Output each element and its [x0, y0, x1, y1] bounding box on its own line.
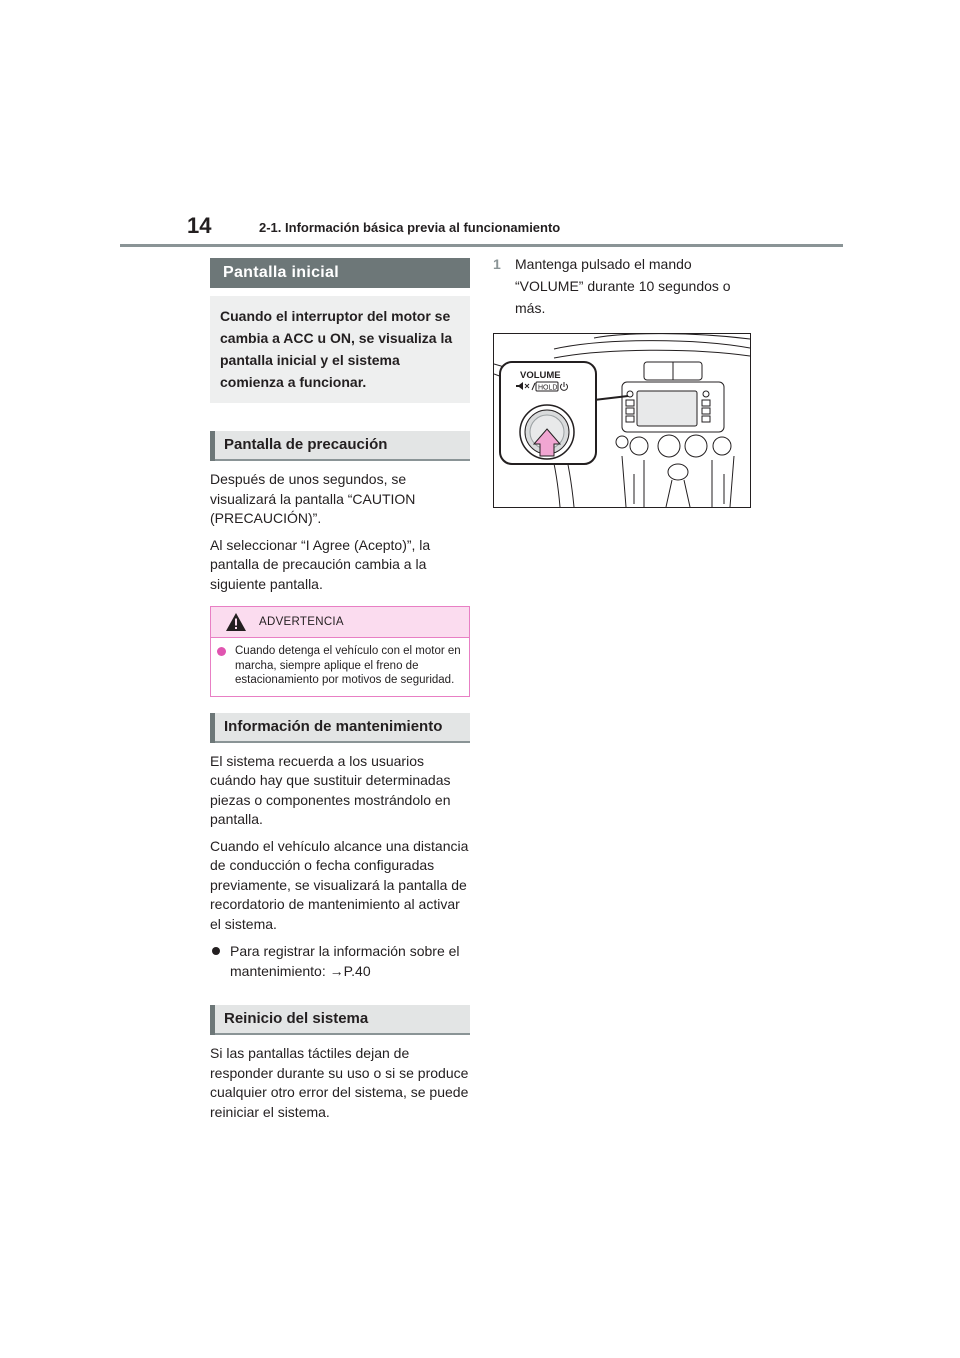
header-rule	[120, 244, 843, 247]
reference-link-text[interactable]: Para registrar la información sobre el mantenimiento: →P.40	[230, 943, 460, 979]
right-column	[493, 253, 751, 319]
left-column	[210, 258, 470, 1122]
step-number: 1	[493, 256, 501, 272]
paragraph-precaucion-2: Al seleccionar “I Agree (Acepto)”, la pantalla de precaución cambia a la siguiente pantalla.	[210, 536, 431, 592]
figure-label-volume: VOLUME	[520, 370, 561, 381]
warning-body	[211, 638, 469, 696]
list-item-mantenimiento	[210, 941, 470, 981]
warning-box	[210, 606, 470, 697]
warning-text: Cuando detenga el vehículo con el motor en marcha, siempre aplique el freno de estacionamiento por motivos de seguridad.	[235, 645, 461, 686]
section-heading-precaucion: Pantalla de precaución	[210, 431, 470, 461]
chapter-title: 2-1. Información básica previa al funcionamiento	[259, 220, 561, 235]
step-text: Mantenga pulsado el mando “VOLUME” durante 10 segundos o más.	[515, 256, 731, 316]
bullet-dot-icon	[212, 947, 220, 955]
section-heading-pantalla-inicial: Pantalla inicial	[210, 258, 470, 288]
paragraph-mantenimiento-2: Cuando el vehículo alcance una distancia de conducción o fecha configuradas previamente, se visualizará la pantalla de recordatorio de mantenimiento al activar el sistema.	[210, 837, 469, 932]
section-heading-reinicio: Reinicio del sistema	[210, 1005, 470, 1035]
dashboard-drawing	[494, 334, 750, 507]
warning-header	[211, 607, 469, 638]
paragraph-reinicio: Si las pantallas táctiles dejan de responder durante su uso o si se produce cualquier otro error del sistema, se puede reiniciar el sistema.	[210, 1045, 469, 1120]
warning-triangle-icon	[225, 612, 247, 632]
paragraph-precaucion-1: Después de unos segundos, se visualizará la pantalla “CAUTION (PRECAUCIÓN)”.	[210, 471, 416, 526]
figure-label-hold: HOLD	[538, 384, 558, 392]
step-item	[493, 253, 751, 319]
dashboard-illustration	[493, 333, 751, 508]
page-number: 14	[187, 213, 212, 238]
pink-bullet-icon	[217, 647, 226, 656]
intro-summary-box: Cuando el interruptor del motor se cambia a ACC u ON, se visualiza la pantalla inicial y el sistema comienza a funcionar.	[210, 296, 470, 403]
section-heading-mantenimiento: Información de mantenimiento	[210, 713, 470, 743]
paragraph-mantenimiento-1: El sistema recuerda a los usuarios cuándo hay que sustituir determinadas piezas o componentes mostrándolo en pantalla.	[210, 752, 451, 827]
warning-title: ADVERTENCIA	[259, 616, 344, 628]
